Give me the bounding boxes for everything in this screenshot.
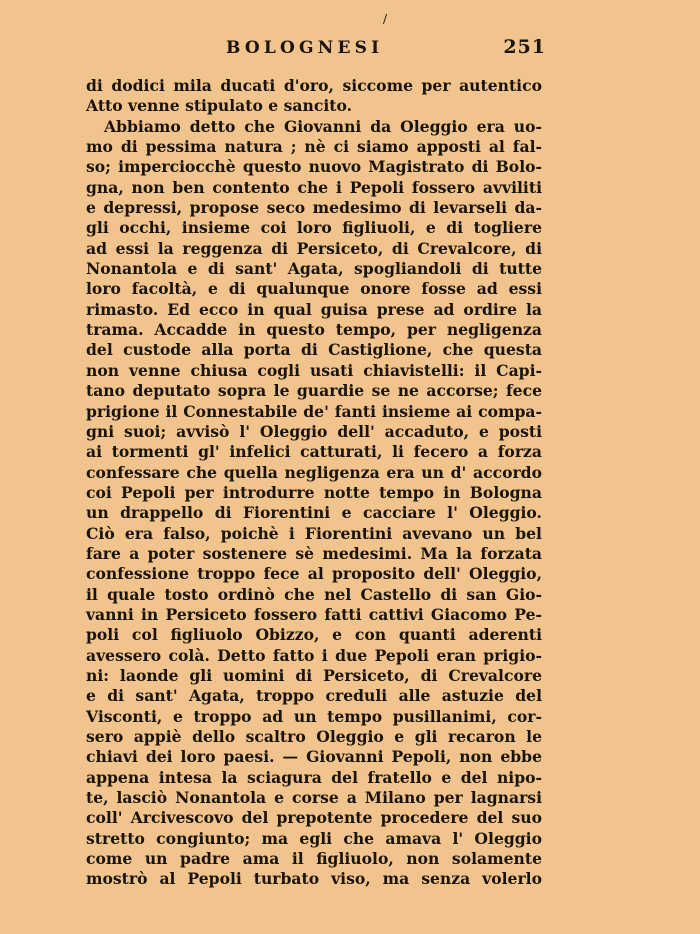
text-line: avessero colà. Detto fatto i due Pepoli eran prigio-	[86, 645, 542, 665]
text-line: gna, non ben contento che i Pepoli fossero avviliti	[86, 177, 542, 197]
text-line: e di sant' Agata, troppo creduli alle astuzie del	[86, 686, 542, 706]
text-line: coi Pepoli per introdurre notte tempo in Bologna	[86, 482, 542, 502]
text-line: stretto congiunto; ma egli che amava l' Oleggio	[86, 828, 542, 848]
text-line: Ciò era falso, poichè i Fiorentini avevano un bel	[86, 523, 542, 543]
page-header	[86, 36, 546, 66]
text-line: il quale tosto ordinò che nel Castello di san Gio-	[86, 584, 542, 604]
text-line: confessare che quella negligenza era un d' accordo	[86, 462, 542, 482]
text-line: trama. Accadde in questo tempo, per negligenza	[86, 320, 542, 340]
text-line: non venne chiusa cogli usati chiavistelli: il Capi-	[86, 360, 542, 380]
text-line: gli occhi, insieme coi loro figliuoli, e di togliere	[86, 218, 542, 238]
text-line: sero appiè dello scaltro Oleggio e gli recaron le	[86, 727, 542, 746]
text-line: Visconti, e troppo ad un tempo pusillanimi, cor-	[86, 706, 542, 726]
text-line: un drappello di Fiorentini e cacciare l' Oleggio.	[86, 503, 542, 523]
text-line: ai tormenti gl' infelici catturati, li fecero a forza	[86, 442, 542, 462]
text-line: di dodici mila ducati d'oro, siccome per autentico	[86, 76, 542, 95]
text-line: confessione troppo fece al proposito dell' Oleggio,	[86, 564, 542, 584]
text-line: e depressi, propose seco medesimo di levarseli da-	[86, 198, 542, 218]
page-mark: /	[383, 12, 388, 26]
text-line: Atto venne stipulato e sancito.	[86, 96, 353, 116]
text-line: appena intesa la sciagura del fratello e del nipo-	[86, 767, 542, 787]
text-line: del custode alla porta di Castiglione, che questa	[86, 340, 542, 360]
text-line: te, lasciò Nonantola e corse a Milano per lagnarsi	[86, 788, 542, 808]
text-line: mostrò al Pepoli turbato viso, ma senza volerlo	[86, 869, 542, 889]
text-line: come un padre ama il figliuolo, non solamente	[86, 849, 542, 869]
text-line: prigione il Connestabile de' fanti insieme ai compa-	[86, 401, 542, 421]
text-line: coll' Arcivescovo del prepotente procedere del suo	[86, 808, 542, 828]
text-line: chiavi dei loro paesi. — Giovanni Pepoli, non ebbe	[86, 747, 542, 767]
text-line: tano deputato sopra le guardie se ne accorse; fece	[86, 381, 542, 401]
text-line: Nonantola e di sant' Agata, spogliandoli di tutte	[86, 259, 542, 279]
running-head: BOLOGNESI	[226, 38, 384, 58]
body-text	[86, 76, 542, 890]
text-line: ad essi la reggenza di Persiceto, di Crevalcore, di	[86, 238, 542, 258]
text-line: rimasto. Ed ecco in qual guisa prese ad ordire la	[86, 299, 542, 319]
text-line: so; imperciocchè questo nuovo Magistrato di Bolo-	[86, 157, 542, 177]
text-line: mo di pessima natura ; nè ci siamo apposti al fal-	[86, 137, 542, 157]
text-line: fare a poter sostenere sè medesimi. Ma la forzata	[86, 543, 542, 563]
text-line: ni: laonde gli uomini di Persiceto, di Crevalcore	[86, 665, 542, 685]
page-number: 251	[503, 36, 546, 58]
text-line: gni suoi; avvisò l' Oleggio dell' accaduto, e posti	[86, 421, 542, 441]
text-line: poli col figliuolo Obizzo, e con quanti aderenti	[86, 625, 542, 645]
text-line: vanni in Persiceto fossero fatti cattivi Giacomo Pe-	[86, 604, 542, 624]
text-line: loro facoltà, e di qualunque onore fosse ad essi	[86, 279, 542, 299]
text-line: Abbiamo detto che Giovanni da Oleggio era uo-	[104, 116, 542, 136]
